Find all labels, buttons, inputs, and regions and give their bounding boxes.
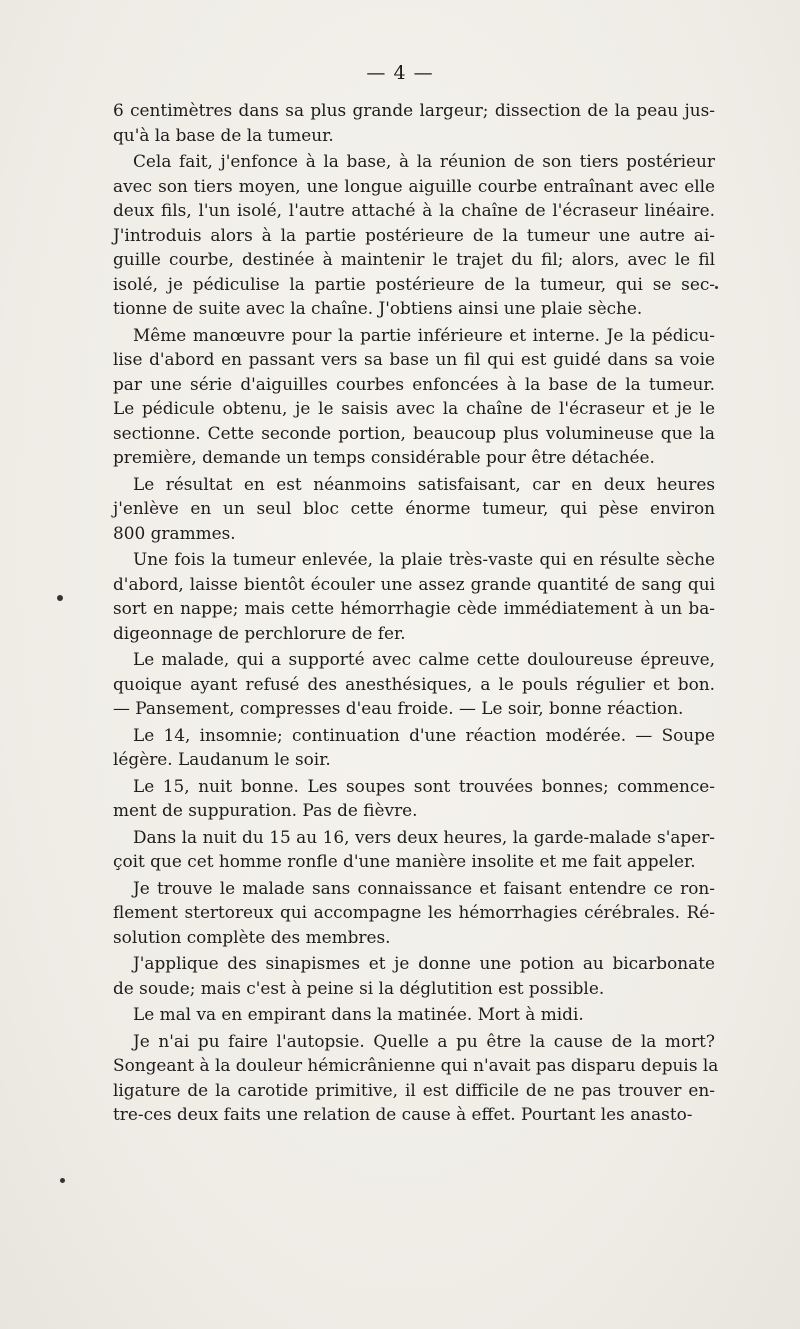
- text-line: tre-ces deux faits une relation de cause à effet. Pourtant les anasto-: [113, 1104, 693, 1124]
- paragraph: [113, 951, 715, 1000]
- text-line: qu'à la base de la tumeur.: [113, 124, 334, 145]
- text-line: sort en nappe; mais cette hémorrhagie cède immédiatement à un ba-: [113, 598, 715, 618]
- paragraph: [113, 774, 715, 823]
- paragraph: [113, 647, 715, 721]
- paragraph: [113, 1002, 715, 1027]
- paragraph: [113, 1029, 719, 1127]
- text-line: avec son tiers moyen, une longue aiguille courbe entraînant avec elle: [113, 175, 715, 196]
- paragraph: [113, 98, 715, 147]
- text-line: Une fois la tumeur enlevée, la plaie très-vaste qui en résulte sèche: [133, 549, 715, 569]
- text-line: guille courbe, destinée à maintenir le trajet du fil; alors, avec le fil: [113, 249, 715, 269]
- body-text: [113, 98, 719, 1127]
- text-line: Songeant à la douleur hémicrânienne qui n'avait pas disparu depuis la: [113, 1055, 719, 1075]
- text-line: légère. Laudanum le soir.: [113, 749, 331, 769]
- text-line: Dans la nuit du 15 au 16, vers deux heures, la garde-malade s'aper-: [133, 826, 715, 847]
- text-line: quoique ayant refusé des anesthésiques, a le pouls régulier et bon.: [113, 673, 715, 694]
- text-line: — Pansement, compresses d'eau froide. — Le soir, bonne réaction.: [113, 698, 684, 718]
- text-line: Le mal va en empirant dans la matinée. Mort à midi.: [133, 1004, 584, 1024]
- paragraph: [113, 825, 715, 874]
- text-line: 6 centimètres dans sa plus grande largeur; dissection de la peau jus-: [113, 100, 715, 120]
- text-line: flement stertoreux qui accompagne les hémorrhagies cérébrales. Ré-: [113, 902, 715, 922]
- text-line: isolé, je pédiculise la partie postérieure de la tumeur, qui se sec-: [113, 273, 715, 294]
- paragraph: [113, 876, 715, 950]
- text-line: sectionne. Cette seconde portion, beaucoup plus volumineuse que la: [113, 422, 715, 443]
- paragraph: [113, 472, 715, 546]
- text-line: Le résultat en est néanmoins satisfaisant, car en deux heures: [133, 473, 715, 494]
- text-line: par une série d'aiguilles courbes enfoncées à la base de la tumeur.: [113, 373, 715, 394]
- paragraph: [113, 149, 715, 321]
- paragraph: [113, 723, 715, 772]
- text-line: Cela fait, j'enfonce à la base, à la réunion de son tiers postérieur: [133, 151, 715, 171]
- text-line: Le malade, qui a supporté avec calme cette douloureuse épreuve,: [133, 649, 715, 669]
- page-number: — 4 —: [366, 62, 434, 84]
- text-line: d'abord, laisse bientôt écouler une assez grande quantité de sang qui: [113, 573, 715, 594]
- text-line: Même manœuvre pour la partie inférieure et interne. Je la pédicu-: [133, 324, 715, 345]
- text-line: J'introduis alors à la partie postérieure de la tumeur une autre ai-: [113, 224, 715, 245]
- text-line: Je n'ai pu faire l'autopsie. Quelle a pu être la cause de la mort?: [133, 1030, 715, 1051]
- text-line: ment de suppuration. Pas de fièvre.: [113, 800, 418, 820]
- paragraph: [113, 547, 715, 645]
- text-line: Le 14, insomnie; continuation d'une réaction modérée. — Soupe: [133, 724, 715, 745]
- text-line: de soude; mais c'est à peine si la déglutition est possible.: [113, 977, 605, 998]
- text-line: première, demande un temps considérable pour être détachée.: [113, 447, 655, 467]
- text-line: tionne de suite avec la chaîne. J'obtiens ainsi une plaie sèche.: [113, 298, 643, 318]
- text-line: J'applique des sinapismes et je donne une potion au bicarbonate: [133, 953, 715, 973]
- text-line: ligature de la carotide primitive, il est difficile de ne pas trouver en-: [113, 1079, 715, 1100]
- text-line: Le 15, nuit bonne. Les soupes sont trouvées bonnes; commence-: [133, 775, 715, 796]
- text-line: solution complète des membres.: [113, 926, 391, 947]
- text-line: digeonnage de perchlorure de fer.: [113, 622, 406, 643]
- text-line: lise d'abord en passant vers sa base un fil qui est guidé dans sa voie: [113, 349, 715, 369]
- text-line: çoit que cet homme ronfle d'une manière insolite et me fait appeler.: [113, 851, 696, 871]
- text-line: deux fils, l'un isolé, l'autre attaché à la chaîne de l'écraseur linéaire.: [113, 200, 715, 220]
- paragraph: [113, 323, 715, 470]
- text-line: Je trouve le malade sans connaissance et faisant entendre ce ron-: [133, 877, 715, 898]
- text-line: Le pédicule obtenu, je le saisis avec la chaîne de l'écraseur et je le: [113, 398, 715, 418]
- text-line: 800 grammes.: [113, 522, 236, 543]
- text-line: j'enlève en un seul bloc cette énorme tumeur, qui pèse environ: [113, 498, 715, 518]
